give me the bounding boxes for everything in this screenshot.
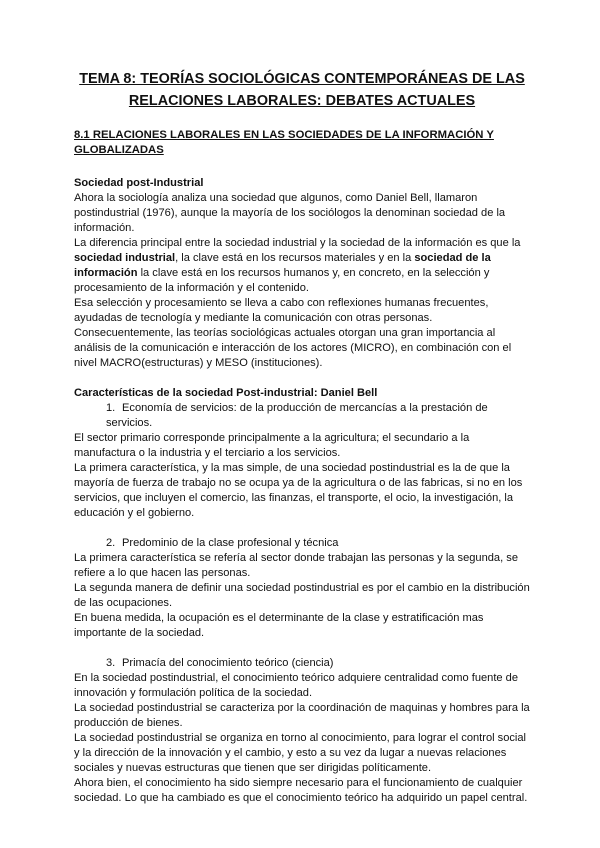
document-title: TEMA 8: TEORÍAS SOCIOLÓGICAS CONTEMPORÁNEAS DE LAS RELACIONES LABORALES: DEBATES ACTUALES: [79, 71, 525, 109]
paragraph: Esa selección y procesamiento se lleva a cabo con reflexiones humanas frecuentes, ayudadas de tecnología y mediante la comunicación con otras personas.: [74, 297, 489, 324]
post-industrial-heading: Sociedad post-Industrial: [74, 177, 204, 189]
section-title: 8.1 RELACIONES LABORALES EN LAS SOCIEDADES DE LA INFORMACIÓN Y GLOBALIZADAS: [74, 129, 494, 156]
paragraph: Ahora la sociología analiza una sociedad que algunos, como Daniel Bell, llamaron postindustrial (1976), aunque la mayoría de los sociólogos la denominan sociedad de la información.: [74, 192, 506, 234]
paragraph: En buena medida, la ocupación es el determinante de la clase y estratificación mas importante de la sociedad.: [74, 612, 484, 639]
paragraph-difference: La diferencia principal entre la sociedad industrial y la sociedad de la información es que la sociedad industrial, la clave está en los recursos materiales y en la sociedad de la información la clave está en los recursos humanos y, en concreto, en la selección y procesamiento de la información y el contenido.: [74, 237, 521, 294]
paragraph: En la sociedad postindustrial, el conocimiento teórico adquiere centralidad como fuente de innovación y formulación política de la sociedad.: [74, 672, 519, 699]
bell-heading: Características de la sociedad Post-industrial: Daniel Bell: [74, 387, 378, 399]
bold-term: sociedad de la información: [74, 252, 491, 279]
paragraph: La primera característica se refería al sector donde trabajan las personas y la segunda, se refiere a lo que hacen las personas.: [74, 552, 518, 579]
paragraph: La sociedad postindustrial se organiza en torno al conocimiento, para lograr el control social y la dirección de la innovación y el cambio, y esto a su vez da lugar a nuevas relaciones sociales y nuevas estructuras que tienen que ser dirigidas políticamente.: [74, 732, 527, 774]
bold-term: sociedad industrial: [74, 252, 176, 264]
list-item-3: 3. Primacía del conocimiento teórico (ciencia): [106, 657, 334, 669]
list-item-1: 1. Economía de servicios: de la producción de mercancías a la prestación de servicios.: [106, 402, 488, 429]
paragraph: El sector primario corresponde principalmente a la agricultura; el secundario a la manufactura o la industria y el terciario a los servicios.: [74, 432, 470, 459]
list-item-2: 2. Predominio de la clase profesional y técnica: [106, 537, 339, 549]
paragraph: La segunda manera de definir una sociedad postindustrial es por el cambio en la distribución de las ocupaciones.: [74, 582, 530, 609]
paragraph: La sociedad postindustrial se caracteriza por la coordinación de maquinas y hombres para la producción de bienes.: [74, 702, 530, 729]
paragraph: La primera característica, y la mas simple, de una sociedad postindustrial es la de que la mayoría de fuerza de trabajo no se ocupa ya de la agricultura o de las fabricas, si no en los servicios, que incluyen el comercio, las finanzas, el transporte, el ocio, la investigación, la educación y el gobierno.: [74, 462, 523, 519]
paragraph: Consecuentemente, las teorías sociológicas actuales otorgan una gran importancia al análisis de la comunicación e interacción de los actores (MICRO), en combinación con el nivel MACRO(estructuras) y MESO (instituciones).: [74, 327, 512, 369]
paragraph: Ahora bien, el conocimiento ha sido siempre necesario para el funcionamiento de cualquier sociedad. Lo que ha cambiado es que el conocimiento teórico ha adquirido un papel central.: [74, 777, 528, 804]
document-page: [74, 68, 530, 806]
